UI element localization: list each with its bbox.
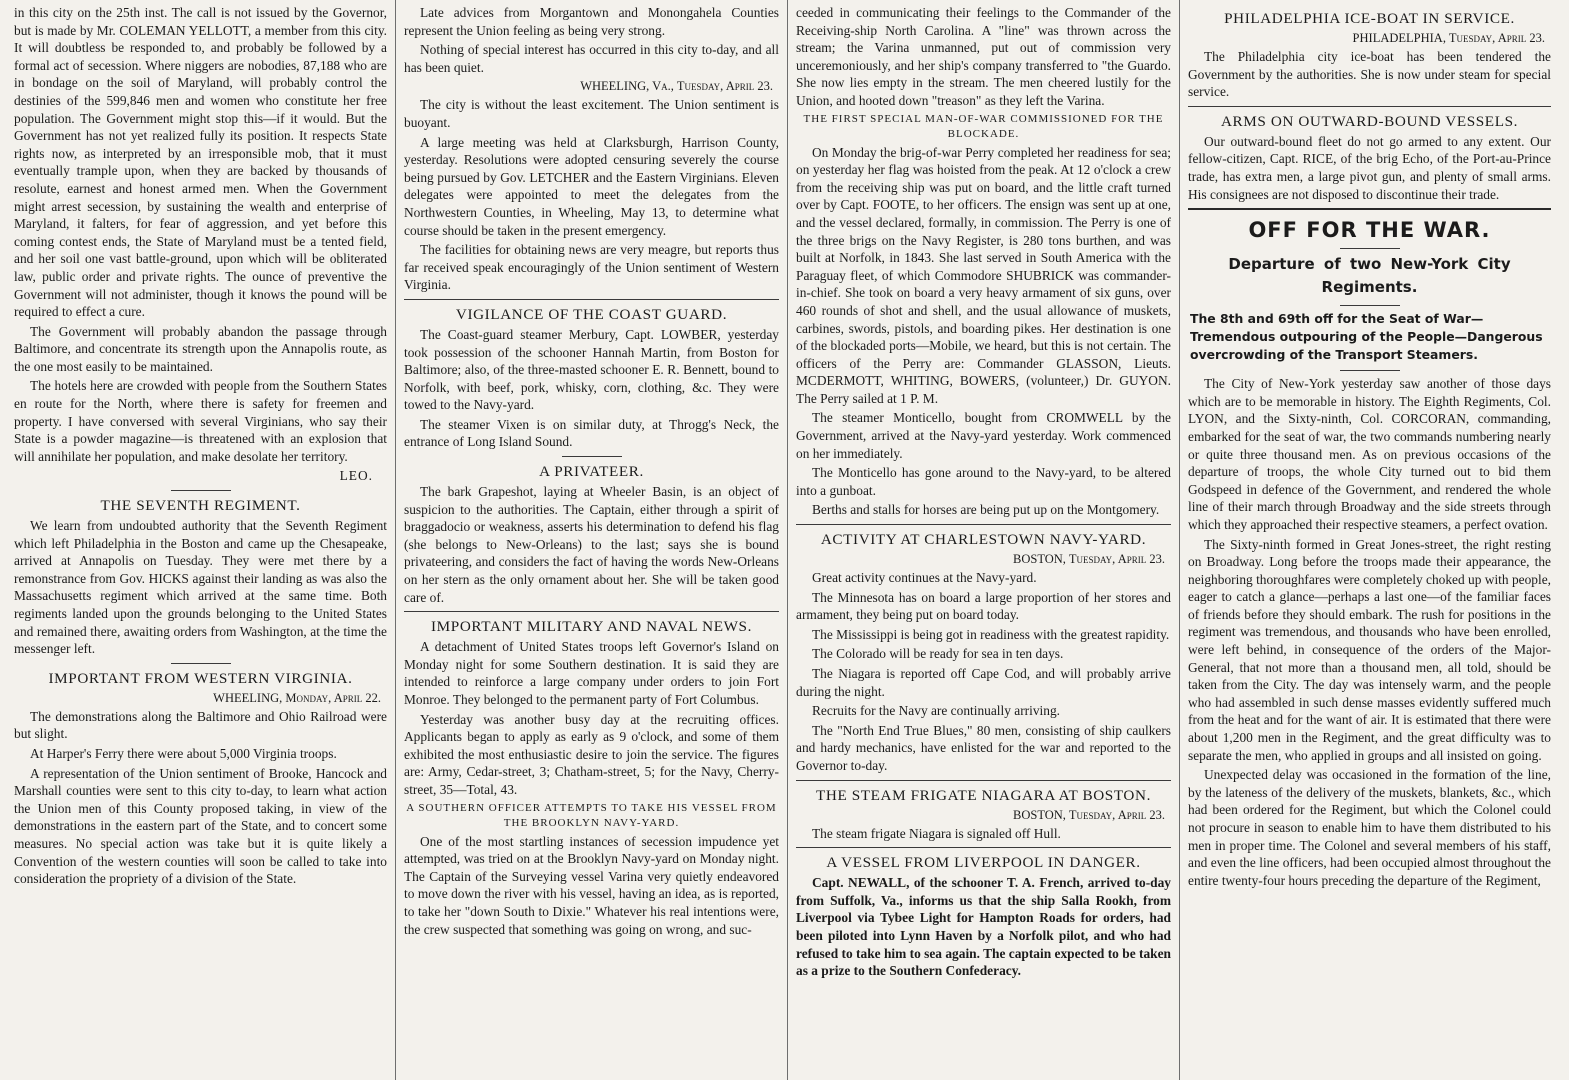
dateline: WHEELING, Monday, April 22. bbox=[213, 690, 381, 705]
divider-rule bbox=[1188, 106, 1551, 107]
article-paragraph: Our outward-bound fleet do not go armed to any extent. Our fellow-citizen, Capt. RICE, of the brig Echo, of the Port-au-Prince trade, has extra men, a large pivot gun, and plenty of small arms. His consignees are not disposed to discontinue their trade. bbox=[1188, 133, 1551, 202]
article-paragraph: ceeded in communicating their feelings to the Commander of the Receiving-ship North Carolina. A "line" was thrown across the stream; the Varina unmanned, put out of commission very unceremoniously, and her ship's company transferred to "the Guardo. She now lies empty in the stream. The men cheered lustily for the Union, and hooted down "treason" as they left the Varina. bbox=[796, 5, 1171, 108]
divider-rule bbox=[1188, 208, 1551, 210]
article-paragraph: The city is without the least excitement. The Union sentiment is buoyant. bbox=[404, 97, 779, 130]
article-paragraph: The Minnesota has on board a large proportion of her stores and armament, they being put on board today. bbox=[796, 589, 1171, 623]
divider-rule bbox=[171, 490, 231, 491]
article-paragraph: The demonstrations along the Baltimore and Ohio Railroad were but slight. bbox=[14, 708, 387, 742]
article-paragraph: Great activity continues at the Navy-yard. bbox=[812, 570, 1037, 586]
article-paragraph: The facilities for obtaining news are very meagre, but reports thus far received speak encouragingly of the Union sentiment of Western Virginia. bbox=[404, 242, 779, 293]
article-paragraph: On Monday the brig-of-war Perry completed her readiness for sea; on yesterday her flag was hoisted from the peak. At 12 o'clock a crew from the receiving ship was put on board, and the little craft turned over by Capt. FOOTE, to her officers. The ensign was sent up at one, and the vessel declared, formally, in commission. The Perry is one of the three brigs on the Navy Register, is 280 tons burthen, and was built at Norfolk, in 1843. She last served in South America with the Paraguay fleet, of which Commodore SHUBRICK was commander-in-chief. She took on board a very heavy armament of six guns, over 460 rounds of shot and shell, and the usual allowance of muskets, carbines, swords, pistols, and boarding pikes. Her destination is one of the blockaded ports—Mobile, we heard, but this is not certain. The officers of the Perry are: Commander GLASSON, Lieuts. MCDERMOTT, WHITING, BOWERS, (volunteer,) Dr. GUYON. The Perry sailed at 1 P. M. bbox=[796, 144, 1171, 406]
article-paragraph: in this city on the 25th inst. The call is not issued by the Governor, but is made by Mr. COLEMAN YELLOTT, a member from this city. It will doubtless be responded to, and probably be followed by a formal act of secession. Where niggers are nobodies, 87,188 who are in bondage on the soil of Maryland, will probably control the destinies of the 599,846 men and women who constitute her free population. The Government might stop this—if it would. But the Government has not yet realized fully its position. It respects State rights now, as interpreted by an irresponsible mob, that it must eventually trample upon, when they are backed by thousands of resolute, earnest and honest armed men. When the Government might arrest secession, by sustaining the wealth and enterprise of Maryland, it falters, for fear of aggression, and yet before this coming contest ends, the State of Maryland must be a tented field, and her soil one vast battle-ground, upon which will be obliterated law, public order and private rights. The ounce of preventive the Government will not administer, though it knows the pound will be required to effect a cure. bbox=[14, 5, 387, 320]
article-headline: THE STEAM FRIGATE NIAGARA AT BOSTON. bbox=[816, 786, 1151, 804]
article-paragraph: The Monticello has gone around to the Navy-yard, to be altered into a gunboat. bbox=[796, 465, 1171, 498]
headline-deck: Departure of two New-York City Regiments. bbox=[1228, 255, 1511, 297]
column-2 bbox=[396, 0, 788, 1080]
article-subheadline: THE FIRST SPECIAL MAN-OF-WAR COMMISSIONED FOR THE BLOCKADE. bbox=[803, 112, 1164, 140]
article-paragraph: The steamer Monticello, bought from CROMWELL by the Government, arrived at the Navy-yard yesterday. Work commenced on her immediately. bbox=[796, 410, 1171, 461]
headline-summary: The 8th and 69th off for the Seat of War—Tremendous outpouring of the People—Dangerous overcrowding of the Transport Steamers. bbox=[1190, 311, 1543, 363]
article-headline: ARMS ON OUTWARD-BOUND VESSELS. bbox=[1220, 112, 1519, 130]
article-paragraph: A large meeting was held at Clarksburgh, Harrison County, yesterday. Resolutions were adopted censuring severely the course being pursued by Gov. LETCHER and the Eastern Virginians. Eleven delegates were appointed to meet the delegates from the Northwestern Counties, in Wheeling, May 13, to determine what course should be taken in the present emergency. bbox=[404, 134, 779, 238]
article-paragraph: The hotels here are crowded with people from the Southern States en route for the North, where there is safety for freemen and property. I have conversed with several Virginians, who say their State is a powder magazine—is threatened with an explosion that will annihilate her population, and make desolate her territory. bbox=[14, 378, 387, 464]
article-paragraph: The steam frigate Niagara is signaled off Hull. bbox=[812, 825, 1061, 841]
dateline: PHILADELPHIA, Tuesday, April 23. bbox=[1352, 31, 1545, 45]
article-headline: A PRIVATEER. bbox=[539, 463, 644, 481]
divider-rule bbox=[171, 663, 231, 664]
divider-rule bbox=[562, 456, 622, 457]
divider-rule bbox=[796, 847, 1171, 848]
dateline: WHEELING, Va., Tuesday, April 23. bbox=[580, 79, 773, 94]
article-paragraph: The Sixty-ninth formed in Great Jones-street, the right resting on Broadway. Long before the troops made their appearance, the neighboring thoroughfares were completely choked up with people, eager to catch a glance—perhaps a last one—of the familiar faces of friends before they should embark. The rush for positions in the regiment was tremendous, and thousands who have been enrolled, were left behind, in consequence of the orders of the Major-General, that not more than a thousand men, all told, should be taken from the City. The day was intensely warm, and the people who had assembled in such dense masses evidently suffered much from the heat and for the want of air. It is estimated that there were about 1,200 men in the Regiment, and the great difficulty was to separate the men, who applied in groups and all insisted on going. bbox=[1188, 536, 1551, 763]
article-headline: IMPORTANT FROM WESTERN VIRGINIA. bbox=[48, 669, 353, 687]
divider-rule bbox=[1340, 305, 1400, 306]
article-paragraph: The "North End True Blues," 80 men, consisting of ship caulkers and hardy mechanics, have enlisted for the war and reported to the Governor to-day. bbox=[796, 722, 1171, 773]
article-paragraph: The Mississippi is being got in readiness with the greatest rapidity. bbox=[812, 626, 1170, 642]
article-headline: IMPORTANT MILITARY AND NAVAL NEWS. bbox=[431, 618, 752, 636]
correspondent-signature: LEO. bbox=[339, 468, 373, 484]
article-paragraph: Nothing of special interest has occurred in this city to-day, and all has been quiet. bbox=[404, 42, 779, 75]
dateline: BOSTON, Tuesday, April 23. bbox=[1013, 807, 1165, 822]
article-paragraph: The City of New-York yesterday saw another of those days which are to be memorable in history. The Eighth Regiments, Col. LYON, and the Sixty-ninth, Col. CORCORAN, commanding, embarked for the seat of war, the two commands numbering nearly or quite three thousand men. As on previous occasions of the departure of troops, the whole City turned out to bid them Godspeed in defence of the Government, and rendered the whole line of their march through Broadway and the side streets through which they approached their respective steamers, a perfect ovation. bbox=[1188, 376, 1551, 532]
article-paragraph: Late advices from Morgantown and Monongahela Counties represent the Union feeling as being very strong. bbox=[404, 5, 779, 38]
divider-rule bbox=[1340, 248, 1400, 249]
article-paragraph: The Niagara is reported off Cape Cod, and will probably arrive during the night. bbox=[796, 666, 1171, 699]
article-headline: THE SEVENTH REGIMENT. bbox=[100, 497, 301, 515]
main-headline: OFF FOR THE WAR. bbox=[1248, 218, 1491, 243]
article-paragraph: Berths and stalls for horses are being put up on the Montgomery. bbox=[812, 502, 1160, 518]
article-headline: ACTIVITY AT CHARLESTOWN NAVY-YARD. bbox=[820, 531, 1147, 549]
article-paragraph: The steamer Vixen is on similar duty, at Throgg's Neck, the entrance of Long Island Sound. bbox=[404, 416, 779, 450]
divider-rule bbox=[796, 780, 1171, 781]
article-paragraph: The Coast-guard steamer Merbury, Capt. LOWBER, yesterday took possession of the schooner Hannah Martin, from Boston for Baltimore; also, of the three-masted schooner E. R. Bennett, bound to Norfolk, with beef, pork, whisky, corn, clothing, &c. They were towed to the Navy-yard. bbox=[404, 326, 779, 413]
article-paragraph: We learn from undoubted authority that the Seventh Regiment which left Philadelphia in the Boston and came up the Chesapeake, arrived at Annapolis on Tuesday. They were met there by a remonstrance from Gov. HICKS against their landing as was also the Massachusetts regiment which arrived at the same time. Both regiments landed upon the grounds belonging to the United States and remained there, awaiting orders from Washington, at the time the messenger left. bbox=[14, 518, 387, 657]
article-headline: A VESSEL FROM LIVERPOOL IN DANGER. bbox=[826, 854, 1141, 872]
article-subheadline: A SOUTHERN OFFICER ATTEMPTS TO TAKE HIS VESSEL FROM THE BROOKLYN NAVY-YARD. bbox=[406, 801, 777, 829]
article-paragraph: A detachment of United States troops left Governor's Island on Monday night for some Southern destination. It is said they are intended to reinforce a large company under orders to join Fort Monroe. They belonged to the permanent party of Fort Columbus. bbox=[404, 639, 779, 707]
column-3 bbox=[788, 0, 1180, 1080]
article-paragraph: Yesterday was another busy day at the recruiting offices. Applicants began to apply as early as 9 o'clock, and some of them exhibited the most enthusiastic desire to join the service. The figures are: Army, Cedar-street, 3; Chatham-street, 5; for the Navy, Cherry-street, 35—Total, 43. bbox=[404, 711, 779, 797]
column-1 bbox=[6, 0, 396, 1080]
article-paragraph: The Government will probably abandon the passage through Baltimore, and concentrate its strength upon the Annapolis route, as the one most easily to be maintained. bbox=[14, 323, 387, 374]
divider-rule bbox=[1340, 370, 1400, 371]
article-paragraph: A representation of the Union sentiment of Brooke, Hancock and Marshall counties were sent to this city to-day, to learn what action the Union men of this County proposed taking, in view of the demonstrations in the eastern part of the State, and to concert some measures. No special action was take but it is quite likely a Convention of the western counties will soon be called to take into consideration the propriety of a division of the State. bbox=[14, 765, 387, 887]
article-headline: VIGILANCE OF THE COAST GUARD. bbox=[455, 305, 728, 323]
column-4 bbox=[1180, 0, 1559, 1080]
dateline: BOSTON, Tuesday, April 23. bbox=[1013, 552, 1165, 567]
article-paragraph: At Harper's Ferry there were about 5,000 Virginia troops. bbox=[30, 745, 337, 761]
divider-rule bbox=[796, 524, 1171, 525]
article-paragraph: Recruits for the Navy are continually arriving. bbox=[812, 703, 1061, 719]
article-paragraph: One of the most startling instances of secession impudence yet attempted, was tried on at the Brooklyn Navy-yard on Monday night. The Captain of the Surveying vessel Varina very quietly endeavored to move down the river with his vessel, having an idea, as is reported, to take her "down South to Dixie." Whatever his real intentions were, the crew suspected that something was going on wrong, and suc- bbox=[404, 833, 779, 937]
article-paragraph: The Colorado will be ready for sea in ten days. bbox=[812, 646, 1064, 662]
article-paragraph: The bark Grapeshot, laying at Wheeler Basin, is an object of suspicion to the authorities. The Captain, either through a spirit of braggadocio or weakness, asserts his determination to defend his flag (she belongs to New-Orleans) to the last; says she is bound privateering, and considers the fact of having the words New-Orleans on her stern as the only ornament about her. She will be taken good care of. bbox=[404, 484, 779, 605]
divider-rule bbox=[404, 299, 779, 300]
article-paragraph: Unexpected delay was occasioned in the formation of the line, by the lateness of the delivery of the muskets, blankets, &c., which had been ordered for the Regiment, but which the Colonel could not procure in season to enable him to have them distributed to his men in proper time. The Colonel and several members of his staff, and even the line officers, had been occupied almost throughout the entire twenty-four hours preceding the departure of the Regiment, bbox=[1188, 767, 1551, 888]
article-paragraph: The Philadelphia city ice-boat has been tendered the Government by the authorities. She is now under steam for special service. bbox=[1188, 49, 1551, 100]
article-headline: PHILADELPHIA ICE-BOAT IN SERVICE. bbox=[1224, 10, 1515, 27]
article-paragraph: Capt. NEWALL, of the schooner T. A. French, arrived to-day from Suffolk, Va., informs us that the ship Salla Rookh, from Liverpool via Tybee Light for Hampton Roads for orders, had been piloted into Lynn Haven by a Norfolk pilot, and who had refused to take him to sea again. The captain expected to be taken as a prize to the Southern Confederacy. bbox=[796, 875, 1171, 979]
divider-rule bbox=[404, 611, 779, 612]
